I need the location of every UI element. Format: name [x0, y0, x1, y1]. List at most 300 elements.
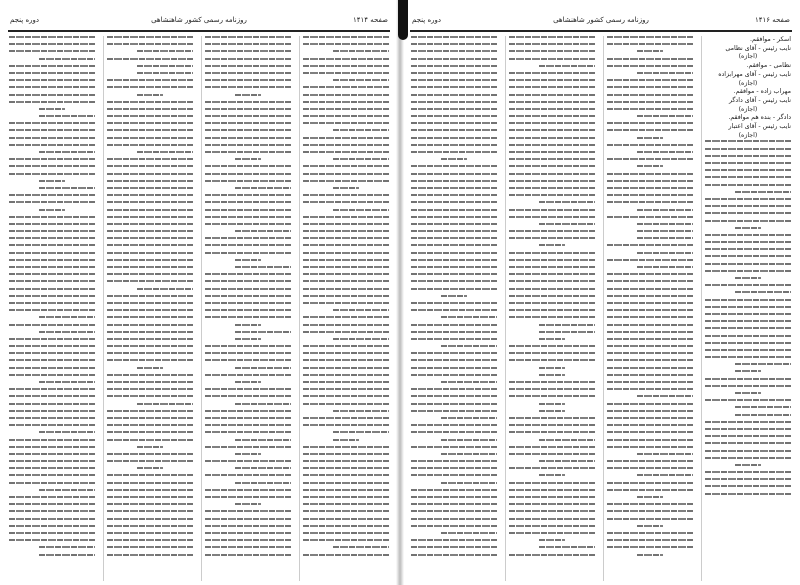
illegible-text-line: [205, 129, 291, 131]
illegible-text-line: [205, 280, 291, 282]
illegible-text-line: [411, 36, 497, 38]
illegible-text-line: [39, 58, 95, 60]
illegible-text-line: [205, 431, 291, 433]
illegible-text-line: [303, 288, 389, 290]
illegible-text-line: [9, 173, 95, 175]
illegible-text-line: [735, 392, 761, 394]
illegible-text-line: [107, 453, 193, 455]
illegible-text-line: [411, 50, 497, 52]
illegible-text-line: [411, 79, 497, 81]
illegible-text-line: [107, 79, 193, 81]
illegible-text-line: [39, 381, 95, 383]
illegible-text-line: [107, 273, 193, 275]
illegible-text-line: [107, 259, 193, 261]
illegible-text-line: [411, 180, 497, 182]
illegible-text-line: [411, 216, 497, 218]
illegible-text-line: [39, 187, 95, 189]
illegible-text-line: [303, 201, 389, 203]
illegible-text-line: [607, 173, 693, 175]
illegible-text-line: [411, 129, 497, 131]
illegible-text-line: [509, 50, 595, 52]
illegible-text-line: [205, 460, 291, 462]
illegible-text-line: [303, 496, 389, 498]
illegible-text-line: [107, 216, 193, 218]
illegible-text-line: [303, 94, 389, 96]
illegible-text-line: [705, 184, 791, 186]
illegible-text-line: [303, 58, 389, 60]
illegible-text-line: [705, 169, 791, 171]
illegible-text-line: [303, 194, 389, 196]
illegible-text-line: [411, 108, 497, 110]
illegible-text-line: [411, 244, 497, 246]
illegible-text-line: [637, 237, 693, 239]
illegible-text-line: [607, 403, 693, 405]
illegible-text-line: [539, 244, 565, 246]
illegible-text-line: [235, 338, 261, 340]
illegible-text-line: [9, 518, 95, 520]
illegible-text-line: [705, 356, 791, 358]
illegible-text-line: [9, 474, 95, 476]
illegible-text-line: [137, 288, 193, 290]
illegible-text-line: [539, 367, 565, 369]
illegible-text-line: [509, 43, 595, 45]
illegible-text-line: [303, 331, 389, 333]
illegible-text-line: [607, 65, 693, 67]
illegible-text-line: [411, 489, 497, 491]
illegible-text-line: [509, 273, 595, 275]
illegible-text-line: [333, 439, 359, 441]
illegible-text-line: [107, 209, 193, 211]
illegible-text-line: [509, 216, 595, 218]
illegible-text-line: [637, 151, 693, 153]
illegible-text-line: [607, 446, 693, 448]
illegible-text-line: [333, 410, 389, 412]
illegible-text-line: [539, 65, 595, 67]
header-rule: [8, 30, 390, 32]
illegible-text-line: [107, 108, 193, 110]
vote-list-line: نایب رئیس - آقای مهرابزاده: [718, 70, 791, 78]
illegible-text-line: [303, 345, 389, 347]
illegible-text-line: [205, 288, 291, 290]
illegible-text-line: [303, 165, 389, 167]
illegible-text-line: [9, 460, 95, 462]
illegible-text-line: [509, 86, 595, 88]
vote-list-line: (اجازه): [738, 53, 758, 61]
illegible-text-line: [607, 101, 693, 103]
illegible-text-line: [303, 137, 389, 139]
illegible-text-line: [9, 367, 95, 369]
right-page: [402, 0, 800, 585]
illegible-text-line: [705, 306, 791, 308]
illegible-text-line: [705, 299, 791, 301]
illegible-text-line: [705, 349, 791, 351]
illegible-text-line: [539, 410, 565, 412]
illegible-text-line: [303, 388, 389, 390]
illegible-text-line: [107, 424, 193, 426]
illegible-text-line: [705, 442, 791, 444]
illegible-text-line: [637, 252, 693, 254]
illegible-text-line: [607, 510, 693, 512]
illegible-text-line: [333, 431, 389, 433]
illegible-text-line: [509, 309, 595, 311]
illegible-text-line: [705, 220, 791, 222]
illegible-text-line: [509, 554, 595, 556]
illegible-text-line: [607, 345, 693, 347]
illegible-text-line: [411, 539, 497, 541]
illegible-text-line: [441, 295, 467, 297]
illegible-text-line: [607, 295, 693, 297]
illegible-text-line: [303, 539, 389, 541]
illegible-text-line: [235, 482, 291, 484]
illegible-text-line: [303, 144, 389, 146]
illegible-text-line: [107, 252, 193, 254]
illegible-text-line: [411, 86, 497, 88]
illegible-text-line: [705, 155, 791, 157]
illegible-text-line: [235, 467, 291, 469]
illegible-text-line: [9, 86, 95, 88]
illegible-text-line: [303, 122, 389, 124]
illegible-text-line: [509, 352, 595, 354]
illegible-text-line: [205, 518, 291, 520]
illegible-text-line: [9, 410, 95, 412]
illegible-text-line: [9, 94, 95, 96]
illegible-text-line: [303, 180, 389, 182]
illegible-text-line: [303, 352, 389, 354]
illegible-text-line: [107, 122, 193, 124]
vote-list-line: (اجازه): [738, 131, 758, 139]
illegible-text-line: [107, 144, 193, 146]
illegible-text-line: [509, 158, 595, 160]
illegible-text-line: [509, 108, 595, 110]
illegible-text-line: [303, 467, 389, 469]
illegible-text-line: [411, 395, 497, 397]
illegible-text-line: [9, 237, 95, 239]
illegible-text-line: [607, 158, 693, 160]
illegible-text-line: [205, 108, 291, 110]
illegible-text-line: [539, 546, 595, 548]
illegible-text-line: [509, 381, 595, 383]
illegible-text-line: [705, 176, 791, 178]
illegible-text-line: [411, 194, 497, 196]
illegible-text-line: [509, 467, 595, 469]
illegible-text-line: [411, 165, 497, 167]
illegible-text-line: [705, 471, 791, 473]
illegible-text-line: [441, 453, 497, 455]
illegible-text-line: [9, 345, 95, 347]
illegible-text-line: [9, 36, 95, 38]
illegible-text-line: [107, 331, 193, 333]
illegible-text-line: [205, 510, 291, 512]
illegible-text-line: [411, 324, 497, 326]
illegible-text-line: [607, 122, 693, 124]
illegible-text-line: [333, 546, 389, 548]
illegible-text-line: [9, 72, 95, 74]
text-columns: [408, 36, 794, 581]
illegible-text-line: [411, 367, 497, 369]
illegible-text-line: [607, 431, 693, 433]
illegible-text-line: [9, 503, 95, 505]
illegible-text-line: [333, 187, 359, 189]
illegible-text-line: [107, 439, 193, 441]
illegible-text-line: [441, 345, 497, 347]
illegible-text-line: [411, 352, 497, 354]
illegible-text-line: [9, 65, 95, 67]
illegible-text-line: [509, 187, 595, 189]
illegible-text-line: [303, 266, 389, 268]
illegible-text-line: [137, 50, 193, 52]
illegible-text-line: [607, 532, 693, 534]
illegible-text-line: [107, 295, 193, 297]
illegible-text-line: [607, 359, 693, 361]
illegible-text-line: [107, 309, 193, 311]
illegible-text-line: [9, 266, 95, 268]
illegible-text-line: [205, 417, 291, 419]
illegible-text-line: [411, 43, 497, 45]
illegible-text-line: [509, 431, 595, 433]
illegible-text-line: [411, 230, 497, 232]
page-header: [412, 16, 790, 28]
illegible-text-line: [39, 180, 65, 182]
illegible-text-line: [411, 474, 497, 476]
illegible-text-line: [9, 252, 95, 254]
illegible-text-line: [303, 554, 389, 556]
illegible-text-line: [411, 223, 497, 225]
illegible-text-line: [107, 554, 193, 556]
illegible-text-line: [607, 316, 693, 318]
illegible-text-line: [303, 525, 389, 527]
illegible-text-line: [9, 79, 95, 81]
illegible-text-line: [509, 72, 595, 74]
illegible-text-line: [411, 467, 497, 469]
illegible-text-line: [137, 151, 193, 153]
illegible-text-line: [705, 493, 791, 495]
page-number: صفحه ۱۴۱۴: [352, 16, 388, 24]
column: [299, 36, 392, 581]
illegible-text-line: [509, 129, 595, 131]
illegible-text-line: [637, 525, 663, 527]
illegible-text-line: [411, 252, 497, 254]
illegible-text-line: [9, 230, 95, 232]
illegible-text-line: [735, 370, 761, 372]
illegible-text-line: [107, 489, 193, 491]
illegible-text-line: [107, 482, 193, 484]
illegible-text-line: [607, 374, 693, 376]
illegible-text-line: [607, 144, 693, 146]
illegible-text-line: [107, 359, 193, 361]
illegible-text-line: [205, 101, 291, 103]
illegible-text-line: [205, 65, 291, 67]
illegible-text-line: [9, 50, 95, 52]
illegible-text-line: [441, 482, 497, 484]
illegible-text-line: [607, 288, 693, 290]
illegible-text-line: [9, 439, 95, 441]
illegible-text-line: [411, 331, 497, 333]
column: [603, 36, 696, 581]
illegible-text-line: [333, 50, 389, 52]
illegible-text-line: [509, 345, 595, 347]
illegible-text-line: [137, 94, 163, 96]
illegible-text-line: [9, 417, 95, 419]
illegible-text-line: [735, 191, 791, 193]
illegible-text-line: [9, 302, 95, 304]
illegible-text-line: [205, 496, 291, 498]
illegible-text-line: [705, 399, 791, 401]
illegible-text-line: [9, 525, 95, 527]
vote-list-line: نایب رئیس - آقای اعتبار: [728, 123, 791, 131]
illegible-text-line: [9, 194, 95, 196]
column: [701, 36, 794, 581]
illegible-text-line: [607, 460, 693, 462]
illegible-text-line: [607, 539, 693, 541]
illegible-text-line: [39, 151, 95, 153]
illegible-text-line: [411, 410, 497, 412]
illegible-text-line: [39, 331, 95, 333]
illegible-text-line: [107, 244, 193, 246]
illegible-text-line: [607, 201, 693, 203]
illegible-text-line: [333, 309, 389, 311]
illegible-text-line: [509, 137, 595, 139]
illegible-text-line: [303, 359, 389, 361]
illegible-text-line: [205, 554, 291, 556]
left-page: [0, 0, 398, 585]
illegible-text-line: [607, 518, 693, 520]
illegible-text-line: [205, 252, 291, 254]
illegible-text-line: [509, 209, 595, 211]
illegible-text-line: [735, 227, 761, 229]
illegible-text-line: [607, 187, 693, 189]
illegible-text-line: [607, 388, 693, 390]
illegible-text-line: [441, 316, 497, 318]
illegible-text-line: [39, 554, 95, 556]
illegible-text-line: [235, 266, 291, 268]
illegible-text-line: [303, 259, 389, 261]
illegible-text-line: [303, 65, 389, 67]
illegible-text-line: [411, 546, 497, 548]
illegible-text-line: [637, 72, 693, 74]
illegible-text-line: [303, 237, 389, 239]
illegible-text-line: [411, 525, 497, 527]
illegible-text-line: [107, 266, 193, 268]
illegible-text-line: [303, 460, 389, 462]
illegible-text-line: [705, 205, 791, 207]
illegible-text-line: [303, 503, 389, 505]
illegible-text-line: [205, 72, 291, 74]
illegible-text-line: [9, 144, 95, 146]
illegible-text-line: [9, 259, 95, 261]
illegible-text-line: [705, 263, 791, 265]
volume-label: دوره پنجم: [10, 16, 40, 24]
illegible-text-line: [9, 510, 95, 512]
illegible-text-line: [9, 309, 95, 311]
illegible-text-line: [9, 359, 95, 361]
illegible-text-line: [9, 482, 95, 484]
illegible-text-line: [509, 424, 595, 426]
illegible-text-line: [303, 474, 389, 476]
illegible-text-line: [205, 115, 291, 117]
illegible-text-line: [735, 464, 761, 466]
illegible-text-line: [539, 223, 595, 225]
illegible-text-line: [509, 453, 595, 455]
illegible-text-line: [705, 248, 791, 250]
illegible-text-line: [333, 158, 389, 160]
illegible-text-line: [303, 108, 389, 110]
illegible-text-line: [509, 144, 595, 146]
illegible-text-line: [607, 180, 693, 182]
illegible-text-line: [9, 295, 95, 297]
illegible-text-line: [705, 270, 791, 272]
illegible-text-line: [509, 151, 595, 153]
illegible-text-line: [607, 331, 693, 333]
illegible-text-line: [107, 525, 193, 527]
illegible-text-line: [9, 158, 95, 160]
illegible-text-line: [235, 259, 261, 261]
illegible-text-line: [205, 201, 291, 203]
illegible-text-line: [705, 313, 791, 315]
illegible-text-line: [705, 140, 791, 142]
illegible-text-line: [509, 503, 595, 505]
illegible-text-line: [509, 94, 595, 96]
illegible-text-line: [509, 101, 595, 103]
page-number: صفحه ۱۴۱۶: [754, 16, 790, 24]
illegible-text-line: [509, 496, 595, 498]
illegible-text-line: [107, 86, 193, 88]
illegible-text-line: [205, 546, 291, 548]
illegible-text-line: [607, 324, 693, 326]
illegible-text-line: [205, 50, 291, 52]
illegible-text-line: [509, 259, 595, 261]
illegible-text-line: [637, 474, 693, 476]
illegible-text-line: [205, 86, 291, 88]
illegible-text-line: [333, 209, 389, 211]
illegible-text-line: [137, 72, 193, 74]
illegible-text-line: [107, 129, 193, 131]
illegible-text-line: [705, 335, 791, 337]
illegible-text-line: [539, 201, 595, 203]
illegible-text-line: [441, 532, 497, 534]
illegible-text-line: [107, 388, 193, 390]
illegible-text-line: [509, 417, 595, 419]
illegible-text-line: [235, 381, 261, 383]
illegible-text-line: [137, 367, 163, 369]
illegible-text-line: [705, 485, 791, 487]
illegible-text-line: [411, 72, 497, 74]
illegible-text-line: [705, 450, 791, 452]
illegible-text-line: [509, 525, 595, 527]
illegible-text-line: [205, 309, 291, 311]
illegible-text-line: [107, 180, 193, 182]
illegible-text-line: [333, 79, 389, 81]
illegible-text-line: [107, 345, 193, 347]
illegible-text-line: [509, 302, 595, 304]
illegible-text-line: [107, 230, 193, 232]
illegible-text-line: [205, 525, 291, 527]
illegible-text-line: [607, 244, 693, 246]
illegible-text-line: [735, 291, 791, 293]
illegible-text-line: [607, 489, 693, 491]
illegible-text-line: [205, 122, 291, 124]
illegible-text-line: [205, 395, 291, 397]
illegible-text-line: [9, 223, 95, 225]
illegible-text-line: [607, 482, 693, 484]
illegible-text-line: [509, 252, 595, 254]
illegible-text-line: [705, 435, 791, 437]
illegible-text-line: [509, 266, 595, 268]
illegible-text-line: [539, 439, 595, 441]
illegible-text-line: [411, 144, 497, 146]
illegible-text-line: [303, 424, 389, 426]
illegible-text-line: [303, 295, 389, 297]
illegible-text-line: [235, 324, 261, 326]
